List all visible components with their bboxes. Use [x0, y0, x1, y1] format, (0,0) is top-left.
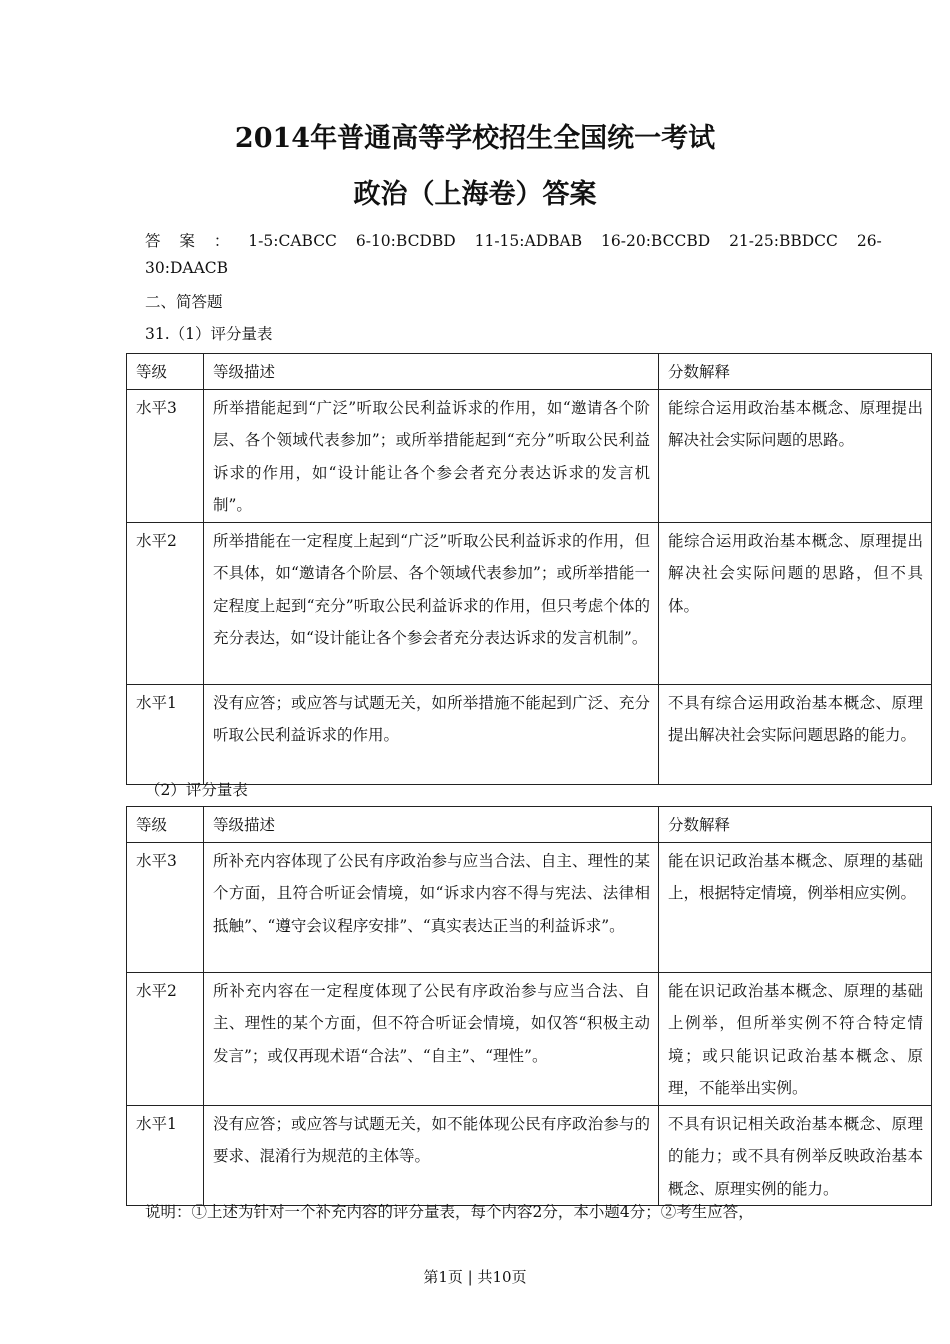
header-level: 等级 [127, 807, 204, 843]
level-cell: 水平2 [127, 522, 204, 684]
question-31-1-label: 31.（1）评分量表 [145, 325, 273, 343]
table-row [127, 1105, 932, 1206]
desc-cell: 所补充内容在一定程度体现了公民有序政治参与应当合法、自主、理性的某个方面，但不符合听证会情境，如仅答“积极主动发言”；或仅再现术语“合法”、“自主”、“理性”。 [204, 972, 659, 1105]
explain-cell: 能在识记政治基本概念、原理的基础上例举，但所举实例不符合特定情境；或只能识记政治基本概念、原理，不能举出实例。 [659, 972, 932, 1105]
desc-cell: 所补充内容体现了公民有序政治参与应当合法、自主、理性的某个方面，且符合听证会情境，如“诉求内容不得与宪法、法律相抵触”、“遵守会议程序安排”、“真实表达正当的利益诉求”。 [204, 842, 659, 972]
level-cell: 水平2 [127, 972, 204, 1105]
table-header [127, 807, 932, 843]
explain-cell: 能在识记政治基本概念、原理的基础上，根据特定情境，例举相应实例。 [659, 842, 932, 972]
table-header [127, 354, 932, 390]
level-cell: 水平3 [127, 389, 204, 522]
table-row [127, 389, 932, 522]
header-desc: 等级描述 [204, 807, 659, 843]
explain-cell: 能综合运用政治基本概念、原理提出解决社会实际问题的思路。 [659, 389, 932, 522]
header-level: 等级 [127, 354, 204, 390]
document-subtitle: 政治（上海卷）答案 [353, 179, 597, 210]
section-heading: 二、简答题 [145, 293, 223, 311]
level-cell: 水平1 [127, 684, 204, 784]
level-cell: 水平3 [127, 842, 204, 972]
answers-line-2: 30:DAACB [145, 259, 229, 277]
question-31-2-label: （2）评分量表 [145, 781, 248, 799]
note-text: 说明：①上述为针对一个补充内容的评分量表，每个内容2分，本小题4分；②考生应答， [145, 1203, 754, 1221]
header-explain: 分数解释 [659, 807, 932, 843]
document-title: 2014年普通高等学校招生全国统一考试 [234, 123, 716, 154]
desc-cell: 所举措能在一定程度上起到“广泛”听取公民利益诉求的作用，但不具体，如“邀请各个阶层、各个领域代表参加”；或所举措能一定程度上起到“充分”听取公民利益诉求的作用，但只考虑个体的充分表达，如“设计能让各个参会者充分表达诉求的发言机制”。 [204, 522, 659, 684]
table-row [127, 684, 932, 784]
header-desc: 等级描述 [204, 354, 659, 390]
table-row [127, 522, 932, 684]
answers-line-1: 答 案 ： 1-5:CABCC 6-10:BCDBD 11-15:ADBAB 16-20:BCCBD 21-25:BBDCC 26- [145, 232, 882, 250]
desc-cell: 没有应答；或应答与试题无关，如所举措施不能起到广泛、充分听取公民利益诉求的作用。 [204, 684, 659, 784]
explain-cell: 不具有综合运用政治基本概念、原理提出解决社会实际问题思路的能力。 [659, 684, 932, 784]
scoring-table-2 [126, 806, 932, 1206]
scoring-table-1 [126, 353, 932, 785]
header-explain: 分数解释 [659, 354, 932, 390]
desc-cell: 没有应答；或应答与试题无关，如不能体现公民有序政治参与的要求、混淆行为规范的主体等。 [204, 1105, 659, 1206]
explain-cell: 不具有识记相关政治基本概念、原理的能力；或不具有例举反映政治基本概念、原理实例的能力。 [659, 1105, 932, 1206]
desc-cell: 所举措能起到“广泛”听取公民利益诉求的作用，如“邀请各个阶层、各个领域代表参加”；或所举措能起到“充分”听取公民利益诉求的作用，如“设计能让各个参会者充分表达诉求的发言机制”。 [204, 389, 659, 522]
table-row [127, 972, 932, 1105]
table-row [127, 842, 932, 972]
level-cell: 水平1 [127, 1105, 204, 1206]
explain-cell: 能综合运用政治基本概念、原理提出解决社会实际问题的思路，但不具体。 [659, 522, 932, 684]
page-footer: 第1页 | 共10页 [423, 1268, 527, 1286]
